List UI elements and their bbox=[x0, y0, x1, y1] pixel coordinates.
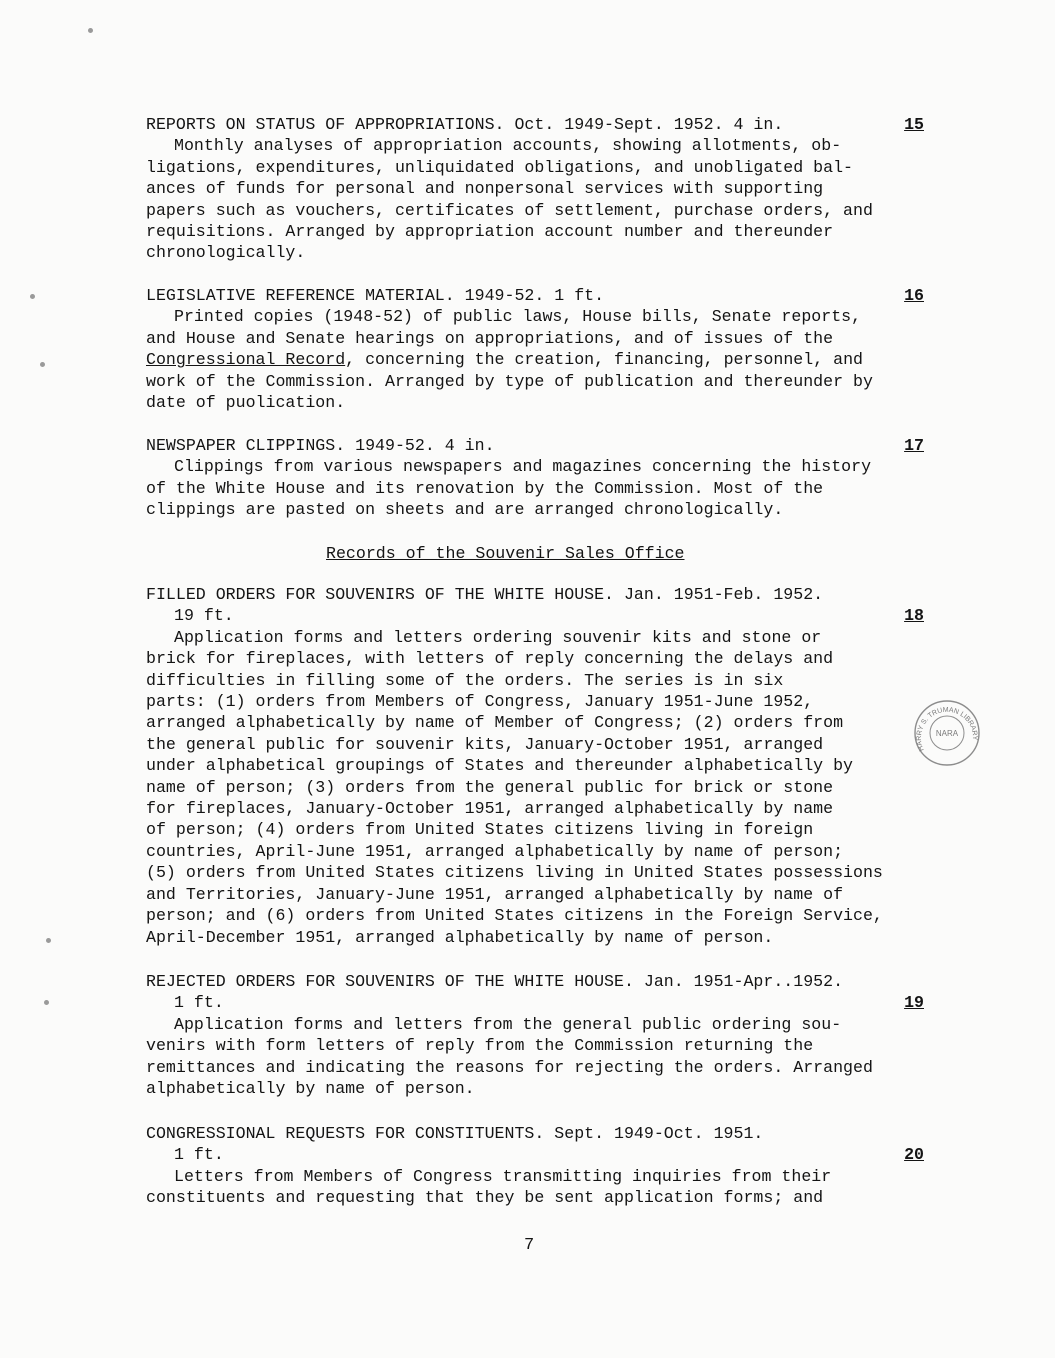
punch-mark bbox=[88, 28, 93, 33]
entry-line: papers such as vouchers, certificates of settlement, purchase orders, and bbox=[146, 200, 873, 220]
section-title: Records of the Souvenir Sales Office bbox=[326, 544, 685, 563]
entry-line: Clippings from various newspapers and magazines concerning the history bbox=[174, 457, 872, 477]
entry-line: chronologically. bbox=[146, 243, 306, 263]
series-number: 20 bbox=[904, 1145, 924, 1165]
entry-line: Printed copies (1948-52) of public laws, House bills, Senate reports, bbox=[174, 307, 862, 327]
entry-line: name of person; (3) orders from the general public for brick or stone bbox=[146, 777, 834, 797]
entry-heading: REPORTS ON STATUS OF APPROPRIATIONS. Oct. 1949-Sept. 1952. 4 in. bbox=[146, 115, 784, 134]
stamp-ring-text: HARRY S. TRUMAN LIBRARY bbox=[915, 706, 979, 753]
entry-line: brick for fireplaces, with letters of reply concerning the delays and bbox=[146, 649, 834, 669]
punch-mark bbox=[30, 294, 35, 299]
entry-line: of person; (4) orders from United States citizens living in foreign bbox=[146, 820, 814, 840]
series-number: 19 bbox=[904, 993, 924, 1013]
entry-heading: NEWSPAPER CLIPPINGS. 1949-52. 4 in. bbox=[146, 436, 495, 455]
punch-mark bbox=[46, 938, 51, 943]
entry-19 bbox=[146, 971, 926, 1099]
entry-extent: 1 ft. bbox=[174, 1145, 224, 1165]
entry-line: work of the Commission. Arranged by type of publication and thereunder by bbox=[146, 371, 873, 391]
entry-extent: 1 ft. bbox=[174, 993, 224, 1013]
entry-18 bbox=[146, 584, 926, 948]
entry-heading-row bbox=[146, 114, 926, 135]
entry-heading: LEGISLATIVE REFERENCE MATERIAL. 1949-52. 1 ft. bbox=[146, 286, 605, 305]
entry-heading-row bbox=[146, 285, 926, 306]
entry-line: constituents and requesting that they be sent application forms; and bbox=[146, 1188, 824, 1208]
entry-heading: CONGRESSIONAL REQUESTS FOR CONSTITUENTS. Sept. 1949-Oct. 1951. bbox=[146, 1124, 764, 1143]
entry-line: and House and Senate hearings on appropriations, and of issues of the bbox=[146, 328, 834, 348]
entry-line: date of puolication. bbox=[146, 393, 346, 413]
entry-line: Application forms and letters ordering souvenir kits and stone or bbox=[174, 627, 822, 647]
series-number: 17 bbox=[904, 436, 924, 455]
entry-line: clippings are pasted on sheets and are arranged chronologically. bbox=[146, 500, 784, 520]
entry-15 bbox=[146, 114, 926, 264]
page-number: 7 bbox=[524, 1236, 535, 1255]
entry-line: for fireplaces, January-October 1951, arranged alphabetically by name bbox=[146, 799, 834, 819]
entry-line: alphabetically by name of person. bbox=[146, 1079, 475, 1099]
entry-heading-row-2 bbox=[146, 992, 926, 1013]
entry-16 bbox=[146, 285, 926, 413]
entry-line: under alphabetical groupings of States and thereunder alphabetically by bbox=[146, 756, 854, 776]
entry-heading-row bbox=[146, 1123, 926, 1144]
entry-line: and Territories, January-June 1951, arranged alphabetically by name of bbox=[146, 884, 844, 904]
entry-17 bbox=[146, 435, 926, 521]
entry-line: countries, April-June 1951, arranged alphabetically by name of person; bbox=[146, 841, 844, 861]
punch-mark bbox=[40, 362, 45, 367]
entry-heading: FILLED ORDERS FOR SOUVENIRS OF THE WHITE HOUSE. Jan. 1951-Feb. 1952. bbox=[146, 585, 824, 604]
entry-line: arranged alphabetically by name of Member of Congress; (2) orders from bbox=[146, 713, 844, 733]
entry-line: remittances and indicating the reasons for rejecting the orders. Arranged bbox=[146, 1057, 873, 1077]
series-number: 18 bbox=[904, 606, 924, 626]
entry-line bbox=[146, 349, 926, 370]
entry-extent: 19 ft. bbox=[174, 606, 234, 626]
series-number: 15 bbox=[904, 115, 924, 134]
entry-line: parts: (1) orders from Members of Congress, January 1951-June 1952, bbox=[146, 692, 814, 712]
entry-line: Letters from Members of Congress transmitting inquiries from their bbox=[174, 1166, 832, 1186]
underlined-title: Congressional Record bbox=[146, 350, 346, 370]
entry-line: of the White House and its renovation by the Commission. Most of the bbox=[146, 478, 824, 498]
entry-line-rest: , concerning the creation, financing, personnel, and bbox=[345, 350, 863, 370]
entry-line: Monthly analyses of appropriation accounts, showing allotments, ob- bbox=[174, 136, 842, 156]
entry-heading-row bbox=[146, 584, 926, 605]
entry-line: person; and (6) orders from United States citizens in the Foreign Service, bbox=[146, 906, 883, 926]
entry-heading-row-2 bbox=[146, 605, 926, 626]
entry-heading-row bbox=[146, 435, 926, 456]
entry-heading-row bbox=[146, 971, 926, 992]
library-stamp bbox=[912, 698, 982, 768]
entry-heading-row-2 bbox=[146, 1144, 926, 1165]
entry-line: the general public for souvenir kits, January-October 1951, arranged bbox=[146, 734, 824, 754]
series-number: 16 bbox=[904, 286, 924, 305]
entry-20 bbox=[146, 1123, 926, 1209]
entry-line: requisitions. Arranged by appropriation account number and thereunder bbox=[146, 222, 834, 242]
entry-line: venirs with form letters of reply from the Commission returning the bbox=[146, 1036, 814, 1056]
entry-line: difficulties in filling some of the orders. The series is in six bbox=[146, 670, 784, 690]
entry-line: Application forms and letters from the general public ordering sou- bbox=[174, 1014, 842, 1034]
punch-mark bbox=[44, 1000, 49, 1005]
entry-heading: REJECTED ORDERS FOR SOUVENIRS OF THE WHITE HOUSE. Jan. 1951-Apr..1952. bbox=[146, 972, 844, 991]
entry-line: (5) orders from United States citizens living in United States possessions bbox=[146, 863, 883, 883]
entry-line: ances of funds for personal and nonpersonal services with supporting bbox=[146, 179, 824, 199]
stamp-center-text: NARA bbox=[935, 729, 959, 738]
entry-line: April-December 1951, arranged alphabetically by name of person. bbox=[146, 927, 774, 947]
entry-line: ligations, expenditures, unliquidated obligations, and unobligated bal- bbox=[146, 157, 854, 177]
